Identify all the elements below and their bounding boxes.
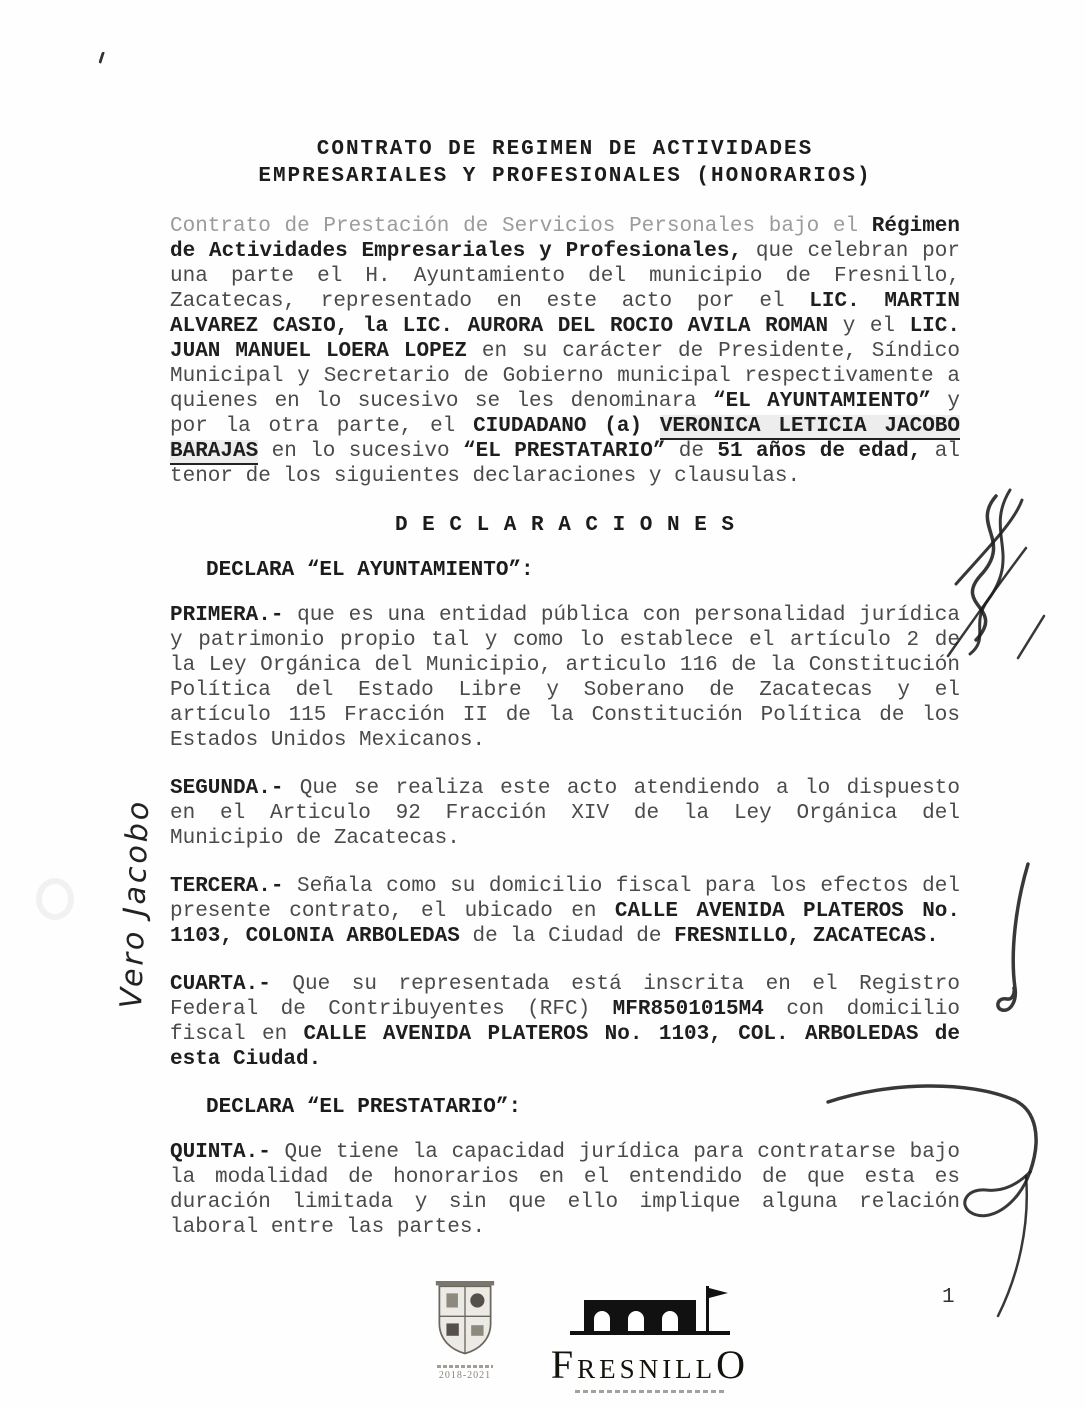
fresnillo-wordmark bbox=[545, 1342, 755, 1387]
declaraciones-heading: D E C L A R A C I O N E S bbox=[394, 514, 736, 537]
intro-paragraph: Contrato de Prestación de Servicios Personales bajo el Régimen de Actividades Empresariales y Profesionales, que celebran por una parte el H. Ayuntamiento del municipio de Fresnillo, Zacatecas, representado en este acto por el LIC. MARTIN ALVAREZ CASIO, la LIC. AURORA DEL ROCIO AVILA ROMAN y el LIC. JUAN MANUEL LOERA LOPEZ en su carácter de Presidente, Síndico Municipal y Secretario de Gobierno municipal respectivamente a quienes en lo sucesivo se les denominara “EL AYUNTAMIENTO” y por la otra parte, el CIUDADANO (a) VERONICA LETICIA JACOBO BARAJAS en lo sucesivo “EL PRESTATARIO” de 51 años de edad, al tenor de los siguientes declaraciones y clausulas. bbox=[170, 215, 960, 488]
clause-tercera: TERCERA.- Señala como su domicilio fiscal para los efectos del presente contrato, el ubicado en CALLE AVENIDA PLATEROS No. 1103, COLONIA ARBOLEDAS de la Ciudad de FRESNILLO, ZACATECAS. bbox=[170, 875, 961, 948]
fresnillo-logo bbox=[545, 1284, 755, 1393]
logo-letter-first: F bbox=[550, 1342, 578, 1387]
title-line-1: CONTRATO DE REGIMEN DE ACTIVIDADES bbox=[316, 138, 814, 161]
clause-cuarta: CUARTA.- Que su representada está inscrita en el Registro Federal de Contribuyentes (RFC) MFR8501015M4 con domicilio fiscal en CALLE AVENIDA PLATEROS No. 1103, COL. ARBOLEDAS de esta Ciudad. bbox=[170, 973, 960, 1071]
logo-letters-middle: RESNILL bbox=[577, 1354, 717, 1384]
monument-icon bbox=[565, 1284, 735, 1338]
document-body bbox=[170, 136, 960, 1263]
declara-ayuntamiento-heading: DECLARA “EL AYUNTAMIENTO”: bbox=[206, 559, 534, 582]
scan-artifact-tick bbox=[98, 51, 107, 64]
crest-caption-bar bbox=[437, 1365, 493, 1368]
clause-primera: PRIMERA.- que es una entidad pública con personalidad jurídica y patrimonio propio tal y como lo establece el artículo 2 de la Ley Orgánica del Municipio, articulo 116 de la Constitución Política del Estado Libre y Soberano de Zacatecas y el artículo 115 Fracción II de la Constitución Política de los Estados Unidos Mexicanos. bbox=[170, 604, 960, 752]
logo-tagline-bar bbox=[575, 1390, 725, 1393]
crest-years: 2018-2021 bbox=[438, 1370, 492, 1381]
document-title bbox=[170, 136, 960, 190]
page-number: 1 bbox=[942, 1286, 955, 1309]
signature-flourish-right-icon bbox=[988, 860, 1046, 1018]
title-line-2: EMPRESARIALES Y PROFESIONALES (HONORARIOS) bbox=[258, 165, 872, 188]
clause-segunda: SEGUNDA.- Que se realiza este acto atendiendo a lo dispuesto en el Articulo 92 Fracción XIV de la Ley Orgánica del Municipio de Zacatecas. bbox=[170, 777, 960, 850]
municipal-crest bbox=[424, 1281, 506, 1381]
clause-quinta: QUINTA.- Que tiene la capacidad jurídica para contratarse bajo la modalidad de honorarios en el entendido de que esta es duración limitada y sin que ello implique alguna relación laboral entre las partes. bbox=[170, 1141, 960, 1239]
handwritten-margin-name: Vero Jacobo bbox=[114, 798, 157, 1010]
scan-artifact-smudge bbox=[36, 878, 74, 920]
crest-shield-icon bbox=[434, 1281, 496, 1357]
declara-prestatario-heading: DECLARA “EL PRESTATARIO”: bbox=[206, 1096, 522, 1119]
logo-letter-last: O bbox=[716, 1342, 750, 1387]
